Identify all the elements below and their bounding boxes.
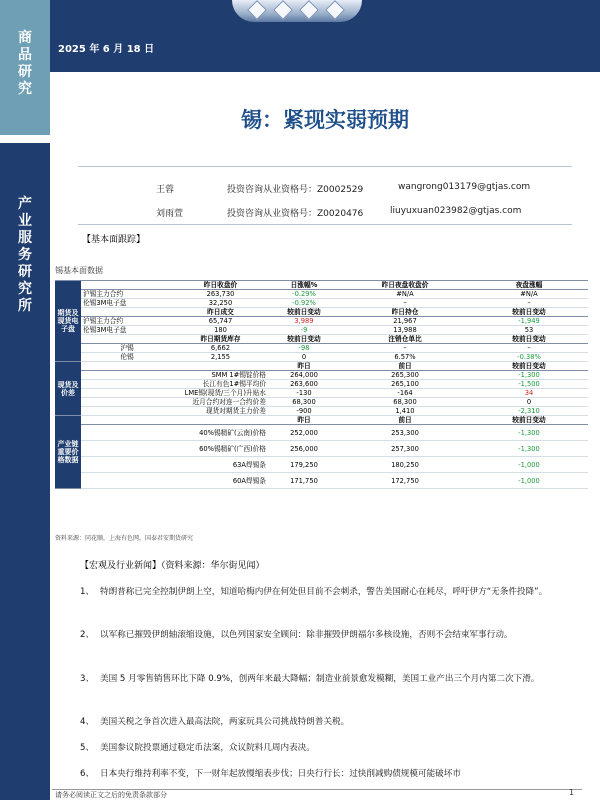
cell: -0.38% — [470, 353, 588, 362]
sidebar-char: 服 — [18, 230, 32, 246]
cell: -164 — [340, 389, 470, 398]
crystal-icon — [325, 0, 345, 20]
cell: 263,730 — [173, 290, 268, 299]
divider — [78, 224, 572, 225]
cell: -1,500 — [470, 380, 588, 389]
table-row — [55, 371, 588, 380]
cell: 68,300 — [268, 398, 340, 407]
cell: 263,600 — [268, 380, 340, 389]
crystal-decoration — [232, 0, 362, 22]
header-cell: 较前日变动 — [470, 335, 588, 344]
news-item — [80, 714, 550, 731]
header-cell: 昨日收盘价 — [173, 281, 268, 290]
cell: 252,000 — [268, 425, 340, 441]
crystal-icon — [273, 0, 293, 20]
table-row — [55, 317, 588, 326]
cell: – — [340, 299, 470, 308]
row-label: 沪锡主力合约 — [81, 290, 173, 299]
cell: 32,250 — [173, 299, 268, 308]
author-name: 刘雨萱 — [156, 209, 184, 219]
author-name: 王蓉 — [156, 185, 175, 195]
cell: 172,750 — [340, 473, 470, 489]
cell: 253,300 — [340, 425, 470, 441]
cell: #N/A — [340, 290, 470, 299]
row-label: 现货对期货主力价差 — [81, 407, 268, 416]
row-label: 近月合约对连一合约价差 — [81, 398, 268, 407]
row-label: 长江有色1#锡平均价 — [81, 380, 268, 389]
header-cell: 昨日成交 — [173, 308, 268, 317]
header-cell: 较前日变动 — [470, 362, 588, 371]
table-header-row — [55, 416, 588, 425]
fundamental-table — [55, 280, 588, 489]
row-label: 沪锡 — [81, 344, 173, 353]
cell: 0 — [470, 398, 588, 407]
cell: 6.57% — [340, 353, 470, 362]
cell: -1,000 — [470, 473, 588, 489]
header-cell: 日涨幅% — [268, 281, 340, 290]
sidebar-bottom-label — [0, 196, 50, 315]
table-row — [55, 389, 588, 398]
sidebar-char: 所 — [18, 298, 32, 314]
cell: 0 — [268, 353, 340, 362]
news-text: 以军称已摧毁伊朗轴滚缩设施，以色列国家安全顾问：除非摧毁伊朗福尔多核设施，否则不会结束军事行动。 — [100, 630, 513, 640]
header-cell: 较前日变动 — [268, 308, 340, 317]
cell: -1,000 — [470, 457, 588, 473]
cell: 21,967 — [340, 317, 470, 326]
sidebar-char: 品 — [18, 47, 32, 63]
news-number: 4、 — [80, 717, 95, 727]
header-cell: 注销仓单比 — [340, 335, 470, 344]
sidebar-top-label — [0, 30, 50, 98]
cell: 171,750 — [268, 473, 340, 489]
table-header-row — [55, 281, 588, 290]
news-text: 美国 5 月零售销售环比下降 0.9%，创两年来最大降幅；制造业前景愈发模糊，美国工业产出三个月内第二次下滑。 — [100, 674, 540, 684]
news-number: 1、 — [80, 587, 95, 597]
cell: -900 — [268, 407, 340, 416]
section-heading-fundamental: 【基本面跟踪】 — [82, 235, 146, 245]
cell: -0.29% — [268, 290, 340, 299]
cell: 6,662 — [173, 344, 268, 353]
table-row — [55, 425, 588, 441]
news-number: 6、 — [80, 769, 95, 779]
row-label: 沪锡主力合约 — [81, 317, 173, 326]
cell: 265,100 — [340, 380, 470, 389]
sidebar — [0, 0, 50, 800]
table-row — [55, 441, 588, 457]
sidebar-char: 务 — [18, 247, 32, 263]
sidebar-char: 研 — [18, 64, 32, 80]
table-row — [55, 457, 588, 473]
cell: 53 — [470, 326, 588, 335]
sidebar-char: 商 — [18, 30, 32, 46]
row-label: SMM 1#锡锭价格 — [81, 371, 268, 380]
sidebar-char: 研 — [18, 264, 32, 280]
header-cell: 较前日变动 — [470, 416, 588, 425]
cell: -2,310 — [470, 407, 588, 416]
cell: 256,000 — [268, 441, 340, 457]
header-cell: 夜盘涨幅 — [470, 281, 588, 290]
cell: -1,300 — [470, 371, 588, 380]
sidebar-char: 业 — [18, 213, 32, 229]
sidebar-char: 产 — [18, 196, 32, 212]
header-cell — [81, 362, 268, 371]
side-label: 产业链重要价格数据 — [55, 416, 81, 489]
cell: 3,989 — [268, 317, 340, 326]
source-note: 资料来源：同花顺，上海有色网，国泰君安期货研究 — [55, 535, 194, 542]
table-header-row — [55, 308, 588, 317]
author-email[interactable]: wangrong013179@gtjas.com — [398, 182, 531, 192]
news-number: 2、 — [80, 630, 95, 640]
cell: 257,300 — [340, 441, 470, 457]
table-row — [55, 326, 588, 335]
news-item — [80, 584, 550, 601]
cell: 13,988 — [340, 326, 470, 335]
header-cell: 昨日夜盘收盘价 — [340, 281, 470, 290]
header-cell: 较前日变动 — [470, 308, 588, 317]
news-item — [80, 671, 550, 688]
footer-disclaimer: 请务必阅读正文之后的免责条款部分 — [55, 791, 167, 799]
table-row — [55, 299, 588, 308]
sidebar-char: 究 — [18, 281, 32, 297]
news-text: 日本央行维持利率不变，下一财年起放慢缩表步伐；日央行行长：过快削减购债规模可能破坏市 — [100, 769, 461, 779]
table-row — [55, 290, 588, 299]
cell: – — [470, 299, 588, 308]
cell: 264,000 — [268, 371, 340, 380]
row-label: 40%锡精矿(云南)价格 — [81, 425, 268, 441]
header-cell: 前日 — [340, 362, 470, 371]
cell: 65,747 — [173, 317, 268, 326]
row-label: 伦锡 — [81, 353, 173, 362]
header-cell — [81, 335, 173, 344]
table-row — [55, 344, 588, 353]
cell: -98 — [268, 344, 340, 353]
row-label: 63A焊锡条 — [81, 457, 268, 473]
news-item — [80, 766, 550, 786]
section-heading-macro: 【宏观及行业新闻】（资料来源：华尔街见闻） — [80, 561, 265, 571]
page-number: 1 — [569, 788, 575, 797]
table-header-row — [55, 335, 588, 344]
sidebar-divider — [0, 135, 50, 143]
cell: #N/A — [470, 290, 588, 299]
crystal-icon — [247, 0, 267, 20]
header-cell: 前日 — [340, 416, 470, 425]
header-cell: 较前日变动 — [268, 335, 340, 344]
news-text: 特朗普称已完全控制伊朗上空，知道哈梅内伊在何处但目前不会刺杀，警告美国耐心在耗尽，呼吁伊方“无条件投降”。 — [100, 587, 548, 597]
header-cell: 昨日期货库存 — [173, 335, 268, 344]
table-row — [55, 353, 588, 362]
table-row — [55, 473, 588, 489]
author-cert: 投资咨询从业资格号：Z0002529 — [227, 185, 364, 195]
news-text: 美国关税之争首次进入最高法院，两家玩具公司挑战特朗普关税。 — [100, 717, 350, 727]
cell: -1,300 — [470, 425, 588, 441]
cell: 179,250 — [268, 457, 340, 473]
table-row — [55, 407, 588, 416]
row-label: 60A焊锡条 — [81, 473, 268, 489]
header-cell — [81, 308, 173, 317]
cell: – — [470, 344, 588, 353]
cell: 34 — [470, 389, 588, 398]
header-cell: 昨日 — [268, 362, 340, 371]
sidebar-char: 究 — [18, 81, 32, 97]
crystal-icon — [299, 0, 319, 20]
side-label: 现货及价差 — [55, 362, 81, 416]
cell: -0.92% — [268, 299, 340, 308]
cell: -1,300 — [470, 441, 588, 457]
header-cell: 昨日 — [268, 416, 340, 425]
row-label: 伦锡3M电子盘 — [81, 299, 173, 308]
author-cert: 投资咨询从业资格号：Z0020476 — [227, 209, 364, 219]
news-item — [80, 740, 550, 757]
header-cell — [81, 281, 173, 290]
news-number: 3、 — [80, 674, 95, 684]
row-label: 60%锡精矿(广西)价格 — [81, 441, 268, 457]
news-text: 美国参议院投票通过稳定币法案，众议院料几周内表决。 — [100, 743, 315, 753]
author-email[interactable]: liuyuxuan023982@gtjas.com — [390, 206, 522, 216]
header-cell: 昨日持仓 — [340, 308, 470, 317]
header-cell — [81, 416, 268, 425]
row-label: LME锡(现货/三个月)升贴水 — [81, 389, 268, 398]
side-label: 期货及现货电子盘 — [55, 281, 81, 362]
divider — [78, 166, 572, 167]
cell: -9 — [268, 326, 340, 335]
cell: 180,250 — [340, 457, 470, 473]
page-title: 锡：紧现实弱预期 — [241, 107, 409, 132]
cell: 68,300 — [340, 398, 470, 407]
cell: 265,300 — [340, 371, 470, 380]
table-row — [55, 380, 588, 389]
report-date: 2025 年 6 月 18 日 — [58, 44, 155, 55]
table-header-row — [55, 362, 588, 371]
table-row — [55, 398, 588, 407]
row-label: 伦锡3M电子盘 — [81, 326, 173, 335]
news-number: 5、 — [80, 743, 95, 753]
cell: 1,410 — [340, 407, 470, 416]
news-item — [80, 627, 550, 644]
cell: -130 — [268, 389, 340, 398]
cell: 180 — [173, 326, 268, 335]
cell: -1,949 — [470, 317, 588, 326]
cell: – — [340, 344, 470, 353]
cell: 2,155 — [173, 353, 268, 362]
table-title: 锡基本面数据 — [55, 266, 103, 275]
